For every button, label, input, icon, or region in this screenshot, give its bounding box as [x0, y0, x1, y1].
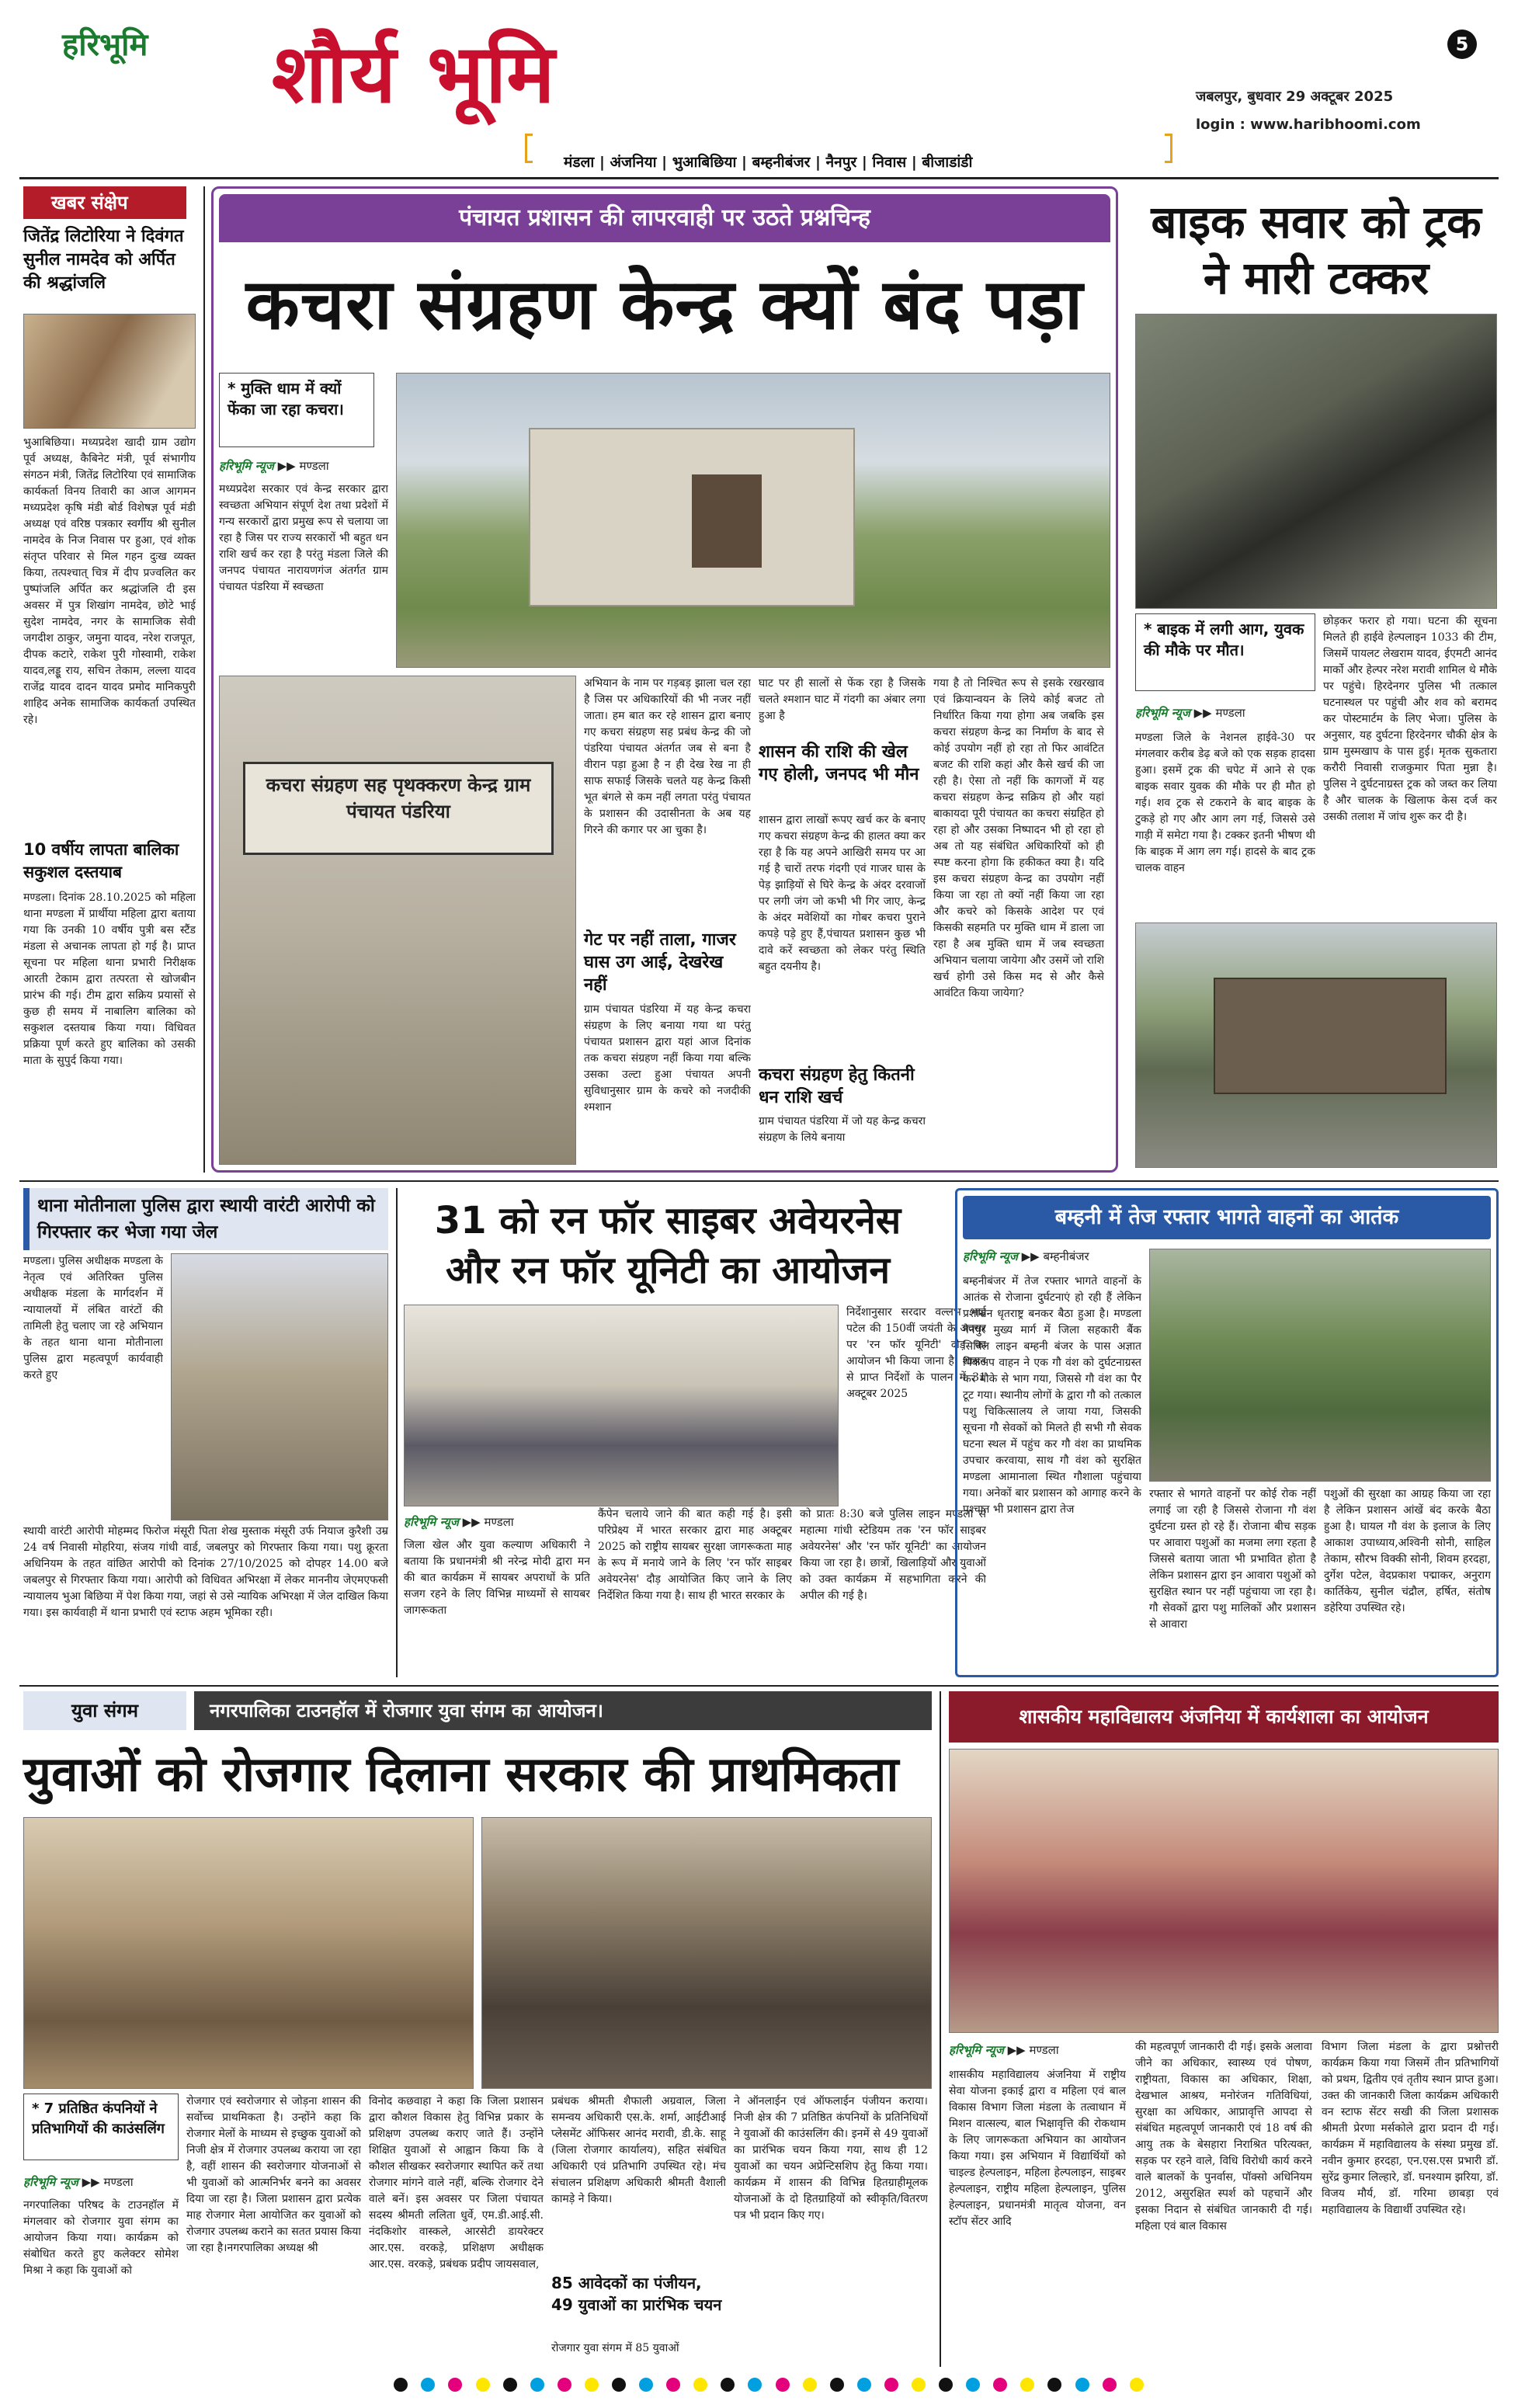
- reg-dot: [1020, 2378, 1034, 2392]
- youth-col1: नगरपालिका परिषद के टाउनहॉल में मंगलवार को रोजगार युवा संगम का आयोजन किया गया। कार्यक्रम को संबोधित करते हुए कलेक्टर सोमेश मिश्रा ने कहा कि युवाओं को: [23, 2199, 179, 2277]
- lead-headline: कचरा संग्रहण केन्द्र क्यों बंद पड़ा: [245, 264, 1084, 346]
- reg-dot: [912, 2378, 926, 2392]
- warrant-headline: थाना मोतीनाला पुलिस द्वारा स्थायी वारंटी आरोपी को गिरफ्तार कर भेजा गया जेल: [23, 1188, 388, 1250]
- byline-place: मण्डला: [299, 459, 329, 473]
- reg-dot: [966, 2378, 980, 2392]
- lead-byline: हरिभूमि न्यूज ▶▶ मण्डला: [219, 459, 329, 473]
- youth-kicker: नगरपालिका टाउनहॉल में रोजगार युवा संगम का आयोजन।: [194, 1691, 932, 1730]
- bike-headline: बाइक सवार को ट्रक ने मारी टक्कर: [1151, 196, 1482, 304]
- login-link[interactable]: login : www.haribhoomi.com: [1196, 116, 1421, 133]
- page-title: शौर्य भूमि: [272, 26, 557, 121]
- workshop-headline: शासकीय महाविद्यालय अंजनिया में कार्यशाला का आयोजन: [949, 1691, 1499, 1743]
- bracket-right: [1165, 134, 1172, 163]
- rule-2: [19, 1685, 1499, 1687]
- byline-place: मण्डला: [1029, 2043, 1059, 2057]
- run-headline: 31 को रन फॉर साइबर अवेयरनेस और रन फॉर यूनिटी का आयोजन: [434, 1199, 901, 1292]
- reg-dot: [1075, 2378, 1089, 2392]
- lead-col2: अभियान के नाम पर गड़बड़ झाला चल रहा है जिस पर अधिकारियों की भी नजर नहीं जाता। हम बात कर रहे शासन द्वारा बनाए गए कचरा संग्रहण सह प्रबंध केन्द्र की जो पंडरिया पंचायत अंतर्गत जब से बना है वीरान पड़ा हुआ है न ही देख रेख ना ही साफ सफाई जिसके चलते यह केन्द्र किसी भूत बंगले से कम नहीं लगता परंतु पंचायत के प्रशासन की उदासीनता के अब यह गिरने की कगार पर आ चुका है।: [584, 677, 751, 836]
- lead-col3c: ग्राम पंचायत पंडरिया में जो यह केन्द्र कचरा संग्रहण के लिये बनाया: [759, 1115, 926, 1144]
- building-window: [692, 474, 762, 568]
- youth-section-label: युवा संगम: [23, 1691, 186, 1730]
- byline-brand: हरिभूमि न्यूज: [219, 459, 274, 473]
- lead-photo-sign: [219, 676, 576, 1165]
- reg-dot: [585, 2378, 599, 2392]
- lead-sub2: शासन की राशि की खेल गए होली, जनपद भी मौन: [759, 742, 919, 784]
- reg-dot: [1047, 2378, 1061, 2392]
- vehicle-col1: बम्हनीबंजर में तेज रफ्तार भागते वाहनों के आतंक से रोजाना दुर्घटनाएं हो रही हैं लेकिन प्रशासन धृतराष्ट्र बनकर बैठा हुआ है। मण्डला नैनपुर मुख्य मार्ग में जिला सहकारी बैंक सिविल लाइन बम्हनी बंजर के पास अज्ञात पिकअप वाहन ने एक गौ वंश को दुर्घटनाग्रस्त कर मौके से भाग गया, जिससे गौ वंश का पैर टूट गया। स्थानीय लोगों के द्वारा गौ को तत्काल पशु चिकित्सालय ले जाया गया, जिसकी सूचना गौ सेवकों को मिलते ही सभी गौ सेवक घटना स्थल में पहुंच कर गौ वंश का प्राथमिक उपचार करवाया, साथ गौ वंश को सुरक्षित मण्डला आमानाला स्थित गौशाला पहुंचाया गया। अनेकों बार प्रशासन को आगाह करने के पश्चात भी प्रशासन द्वारा तेज: [963, 1275, 1141, 1516]
- youth-sub: 85 आवेदकों का पंजीयन, 49 युवाओं का प्रारंभिक चयन: [551, 2274, 722, 2314]
- youth-col5: ने ऑनलाईन एवं ऑफलाईन पंजीयन कराया। निजी क्षेत्र की 7 प्रतिष्ठित कंपनियों के प्रतिनिधियों ने युवाओं की काउंसलिंग की। इनमें से 49 युवाओं का प्रारंभिक चयन किया गया, साथ ही 12 युवाओं का चयन अप्रेन्टिसशिप हेतु किया गया। कार्यक्रम में शासन की विभिन्न हितग्राहीमूलक योजनाओं के दो हितग्राहियों को स्वीकृति/वितरण पत्र भी प्रदान किए गए।: [734, 2095, 928, 2222]
- news-brief-headline: जितेंद्र लिटोरिया ने दिवंगत सुनील नामदेव को अर्पित की श्रद्धांजलि: [23, 227, 184, 293]
- missing-girl-body: मण्डला। दिनांक 28.10.2025 को महिला थाना मण्डला में प्रार्थीया महिला द्वारा बताया गया कि उनकी 10 वर्षीय पुत्री बस स्टैंड मंडला से अचानक लापता हो गई है। प्राप्त सूचना पर महिला थाना प्रभारी निरीक्षक आरती टेकाम द्वारा तत्परता से खोजबीन प्रारंभ की गई। टीम द्वारा सक्रिय प्रयासों से कुछ ही समय में नाबालिग बालिका को सकुशल दस्तयाब किया गया। विधिवत प्रक्रिया पूर्ण करते हुए बालिका को उसकी माता के सुपुर्द किया गया।: [23, 891, 196, 1067]
- workshop-col3: विभाग जिला मंडला के द्वारा प्रश्नोत्तरी कार्यक्रम किया गया जिसमें तीन प्रतिभागियों को प्रथम, द्वितीय एवं तृतीय स्थान प्राप्त हुआ। उक्त की जानकारी जिला कार्यक्रम अधिकारी वन स्टाफ सेंटर सखी की जिला प्रशासक श्रीमती प्रेरणा मर्सकोले द्वारा प्रदान दी गई। कार्यक्रम में महाविद्यालय के संस्था प्रमुख डॉ. नवीन कुमार हरदहा, एन.एस.एस प्रभारी डॉ. सुरेंद्र कुमार लिल्हारे, डॉ. घनश्याम झरिया, डॉ. विजय मौर्य, डॉ. गरिमा छाबड़ा एवं महाविद्यालय के विद्यार्थी उपस्थित रहे।: [1322, 2041, 1499, 2216]
- byline-brand: हरिभूमि न्यूज: [963, 1249, 1018, 1263]
- byline-brand: हरिभूमि न्यूज: [23, 2175, 78, 2189]
- lead-intro: मध्यप्रदेश सरकार एवं केन्द्र सरकार द्वारा स्वच्छता अभियान संपूर्ण देश तथा प्रदेशों में गन्य सरकारों द्वारा प्रमुख रूप से चलाया जा रहा है जिस पर राज्य सरकारों भी बहुत धन राशि खर्च कर रहा है परंतु मंडला जिले की जनपद पंचायत नारायणगंज अंतर्गत ग्राम पंचायत पंडरिया में स्वच्छता: [219, 483, 388, 593]
- reg-dot: [939, 2378, 953, 2392]
- bike-byline: हरिभूमि न्यूज ▶▶ मण्डला: [1135, 706, 1245, 720]
- color-registration-strip: [148, 2378, 1390, 2396]
- bike-body2: छोड़कर फरार हो गया। घटना की सूचना मिलते ही हाईवे हेल्पलाइन 1033 की टीम, जिसमें पायलट लेखराम यादव, ईएमटी आनंद मार्को और हेल्पर नरेश मरावी शामिल थे मौके पर पहुंचे। हिरदेनगर पुलिस भी तत्काल घटनास्थल पर पहुंची और शव को बरामद कर पोस्टमार्टम के लिए भेजा। पुलिस के अनुसार, यह दुर्घटना हिरदेनगर चौकी क्षेत्र के ग्राम मुस्मखाप के पास हुई। मृतक सुकतारा करौरी निवासी राजकुमार पिता मुन्ना है। पुलिस ने दुर्घटनाग्रस्त ट्रक को जब्त कर लिया है और चालक के खिलाफ केस दर्ज कर उसकी तलाश में जांच शुरू कर दी है।: [1323, 615, 1497, 823]
- byline-place: बम्हनीबंजर: [1043, 1249, 1089, 1263]
- byline-brand: हरिभूमि न्यूज: [404, 1515, 459, 1529]
- district-strip: मंडला | अंजनिया | भुआबिछिया | बम्हनीबंजर | नैनपुर | निवास | बीजाडांडी: [564, 154, 973, 171]
- reg-dot: [1103, 2378, 1117, 2392]
- reg-dot: [857, 2378, 871, 2392]
- rule-1: [19, 1180, 1499, 1182]
- byline-place: मण्डला: [484, 1515, 514, 1529]
- missing-girl-headline: 10 वर्षीय लापता बालिका सकुशल दस्तयाब: [23, 840, 179, 881]
- truck-photo: [1135, 923, 1497, 1168]
- run-col1: जिला खेल और युवा कल्याण अधिकारी ने बताया कि प्रधानमंत्री श्री नरेन्द्र मोदी द्वारा मन की बात कार्यक्रम में सायबर अपराधों के प्रति सजग रहने के लिए विभिन्न माध्यमों से सायबर जागरूकता: [404, 1539, 590, 1617]
- workshop-photo: [949, 1749, 1499, 2033]
- youth-col4b: रोजगार युवा संगम में 85 युवाओं: [551, 2342, 679, 2354]
- dateline: जबलपुर, बुधवार 29 अक्टूबर 2025: [1196, 89, 1394, 105]
- youth-photo-stage: [23, 1817, 474, 2089]
- run-side: निर्देशानुसार सरदार वल्लभ भाई पटेल की 150वीं जयंती के अवसर पर 'रन फॉर यूनिटी' दौड़ का आयोजन भी किया जाना है। शासन से प्राप्त निर्देशों के पालन में 31 अक्टूबर 2025: [846, 1306, 986, 1400]
- bike-quote: * बाइक में लगी आग, युवक की मौके पर मौत।: [1135, 613, 1315, 691]
- reg-dot: [884, 2378, 898, 2392]
- warrant-body2: स्थायी वारंटी आरोपी मोहम्मद फिरोज मंसूरी पिता शेख मुस्ताक मंसूरी उर्फ नियाज कुरैशी उम्र 24 वर्ष निवासी मोहरिया, संजय गांधी वार्ड, जबलपुर को गिरफ्तार किया गया। पशु क्रूरता अधिनियम के तहत वांछित आरोपी को दिनांक 27/10/2025 को दोपहर 14.00 बजे जबलपुर से गिरफ्तार किया गया। आरोपी को विधिवत अभिरक्षा में लेकर माननीय जेएमएफसी न्यायालय भुआ बिछिया में पेश किया गया, जहां से उसे न्यायिक अभिरक्षा में जेल दाखिल किया गया। इस कार्यवाही में थाना प्रभारी एवं स्टाफ अहम भूमिका रही।: [23, 1525, 388, 1619]
- bracket-left: [525, 134, 533, 163]
- sign-board: कचरा संग्रहण सह पृथक्करण केन्द्र ग्राम पंचायत पंडरिया: [243, 762, 554, 855]
- reg-dot: [394, 2378, 408, 2392]
- run-byline: हरिभूमि न्यूज ▶▶ मण्डला: [404, 1515, 514, 1529]
- lead-col3: घाट पर ही सालों से फेंक रहा है जिसके चलते श्मशान घाट में गंदगी का अंबार लगा हुआ है: [759, 677, 926, 722]
- vehicle-byline: हरिभूमि न्यूज ▶▶ बम्हनीबंजर: [963, 1249, 1089, 1263]
- reg-dot: [448, 2378, 462, 2392]
- reg-dot: [721, 2378, 735, 2392]
- reg-dot: [776, 2378, 790, 2392]
- lead-col4: गया है तो निश्चित रूप से इसके रखरखाव एवं क्रियान्वयन के लिये कोई बजट तो निर्धारित किया गया होगा अब जबकि इस कचरा संग्रहण केन्द्र का निर्माण के बाद से कोई उपयोग नहीं हो रहा तो फिर आवंटित बजट की राशि कहां और कैसे खर्च की जा रही है। ऐसा तो नहीं कि कागजों में यह कचरा संग्रहण केन्द्र सक्रिय हो और यहां बाकायदा पूरी पंचायत का कचरा संग्रहित हो रहा हो और उसका निष्पादन भी हो रहा हो अब तो यह संबंधित अधिकारियों को ही स्पष्ट करना होगा कि हकीकत क्या है। यदि इस कचरा संग्रहण केन्द्र का उपयोग नहीं किया जा रहा तो क्यों नहीं किया जा रहा और कचरे को किसके आदेश पर एवं किसकी सहमति पर मुक्ति धाम में डाला जा रहा है अब मुक्ति धाम में जब स्वच्छता अभियान चलाया जायेगा और उसमें जो राशि खर्च होगी उसे किस मद से और कैसे आवंटित किया जायेगा?: [933, 677, 1104, 999]
- lead-photo-building: [396, 373, 1110, 668]
- byline-brand: हरिभूमि न्यूज: [949, 2043, 1004, 2057]
- youth-headline: युवाओं को रोजगार दिलाना सरकार की प्राथमिकता: [23, 1746, 899, 1802]
- truck-body: [1214, 978, 1447, 1094]
- workshop-byline: हरिभूमि न्यूज ▶▶ मण्डला: [949, 2043, 1059, 2057]
- byline-brand: हरिभूमि न्यूज: [1135, 706, 1190, 720]
- youth-col2: रोजगार एवं स्वरोजगार से जोड़ना शासन की सर्वोच्च प्राथमिकता है। उन्होंने कहा कि रोजगार मेलों के माध्यम से इच्छुक युवाओं को निजी क्षेत्र में रोजगार उपलब्ध कराया जा रहा है, वहीं शासन की स्वरोजगार योजनाओं से भी युवाओं को आत्मनिर्भर बनने का अवसर दिया जा रहा है। जिला प्रशासन द्वारा प्रत्येक माह रोजगार मेला आयोजित कर युवाओं को रोजगार उपलब्ध कराने का सतत प्रयास किया जा रहा है।नगरपालिका अध्यक्ष श्री: [186, 2095, 361, 2254]
- masthead-rule: [19, 177, 1499, 179]
- run-col2: कैंपेन चलाये जाने की बात कही गई है। इसी परिप्रेक्ष्य में भारत सरकार द्वारा माह अक्टूबर 2025 को राष्ट्रीय सायबर सुरक्षा जागरूकता माह के रूप में मनाये जाने के लिए 'रन फॉर साइबर अवेयरनेस' दौड़ आयोजित किए जाने के लिए निर्देशित किया गया है। साथ ही भारत सरकार के: [598, 1508, 792, 1602]
- lead-sub3: कचरा संग्रहण हेतु कितनी धन राशि खर्च: [759, 1065, 915, 1107]
- reg-dot: [421, 2378, 435, 2392]
- youth-photo-crowd: [481, 1817, 932, 2089]
- vehicle-headline: बम्हनी में तेज रफ्तार भागते वाहनों का आतंक: [963, 1196, 1491, 1239]
- reg-dot: [748, 2378, 762, 2392]
- vehicle-photo: [1149, 1249, 1491, 1482]
- workshop-col1: शासकीय महाविद्यालय अंजनिया में राष्ट्रीय सेवा योजना इकाई द्वारा व महिला एवं बाल विकास विभाग जिला मंडला के तत्वाधान में मिशन वात्सल्य, बाल भिक्षावृत्ति की रोकथाम के लिए जागरूकता अभियान का आयोजन किया गया। इस अभियान में विद्यार्थियों को चाइल्ड हेल्पलाइन, महिला हेल्पलाइन, साइबर हेल्पलाइन, राष्ट्रीय महिला हेल्पलाइन, पुलिस हेल्पलाइन, प्रधानमंत्री मातृत्व योजना, वन स्टॉप सेंटर आदि: [949, 2069, 1126, 2228]
- news-brief-body: भुआबिछिया। मध्यप्रदेश खादी ग्राम उद्योग पूर्व अध्यक्ष, कैबिनेट मंत्री, पूर्व संभागीय संगठन मंत्री, जितेंद्र लिटोरिया एवं सामाजिक कार्यकर्ता विनय तिवारी का आज आगमन मध्यप्रदेश कृषि मंडी बोर्ड विशेषज्ञ पूर्व मंडी अध्यक्ष एवं वरिष्ठ पत्रकार स्वर्गीय श्री सुनील नामदेव के निज निवास पर हुआ, एवं शोक संतृप्त परिवार से मिल गहन दुःख व्यक्त किया, तत्पश्चात् चित्र में दीप प्रज्वलित कर पुष्पांजलि अर्पित कर श्रद्धांजलि दी इस अवसर में पुत्र शिखांग नामदेव, छोटे भाई सुदेश नामदेव, नगर के सामाजिक सेवी जगदीश ठाकुर, जमुना यादव, नरेश राजपूत, दीपक कटारे, राकेश पुरी गोस्वामी, राकेश यादव,लड्डू राय, सचिन तेकाम, लल्ला यादव राजेंद्र यादव दादन यादव प्रमोद मानिकपुरी शाहिद अनेक सामाजिक कार्यकर्ता उपस्थित रहे।: [23, 436, 196, 726]
- youth-divider: [940, 1691, 941, 2367]
- youth-quote: * 7 प्रतिष्ठित कंपनियों ने प्रतिभागियों की काउंसलिंग: [23, 2094, 179, 2160]
- byline-place: मण्डला: [103, 2175, 134, 2189]
- reg-dot: [639, 2378, 653, 2392]
- youth-byline: हरिभूमि न्यूज ▶▶ मण्डला: [23, 2175, 134, 2189]
- lead-col2b: ग्राम पंचायत पंडरिया में यह केन्द्र कचरा संग्रहण के लिए बनाया गया था परंतु पंचायत प्रशासन द्वारा यहां आज दिनांक तक कचरा संग्रहण नहीं किया गया बल्कि उसका उल्टा हुआ पंचायत अपनी सुविधानुसार ग्राम के कचरे को नजदीकी श्मशान: [584, 1003, 751, 1114]
- reg-dot: [666, 2378, 680, 2392]
- lead-sub1: गेट पर नहीं ताला, गाजर घास उग आई, देखरेख नहीं: [584, 930, 736, 995]
- tribute-photo: [23, 314, 196, 429]
- news-brief-label: खबर संक्षेप: [23, 186, 186, 219]
- brand-logo: हरिभूमि: [62, 27, 148, 63]
- warrant-photo: [171, 1253, 388, 1520]
- warrant-divider: [396, 1188, 398, 1677]
- youth-col4: प्रबंधक श्रीमती शैफाली अग्रवाल, जिला समन्वय अधिकारी एस.के. शर्मा, आईटीआई प्लेसमेंट ऑफिसर आनंद मरावी, डी.के. साहू (जिला रोजगार कार्यालय), सहित संबंधित अधिकारी एवं प्रतिभागि उपस्थित रहे। मंच संचालन प्रशिक्षण अधिकारी श्रीमती वैशाली कामड़े ने किया।: [551, 2095, 726, 2205]
- reg-dot: [530, 2378, 544, 2392]
- warrant-body1: मण्डला। पुलिस अधीक्षक मण्डला के नेतृत्व एवं अतिरिक्त पुलिस अधीक्षक मंडला के मार्गदर्शन में न्यायालयों में लंबित वारंटों की तामिली हेतु चलाए जा रहे अभियान के तहत थाना थाना मोतीनाला पुलिस द्वारा महत्वपूर्ण कार्यवाही करते हुए: [23, 1255, 163, 1381]
- lead-kicker: पंचायत प्रशासन की लापरवाही पर उठते प्रश्नचिन्ह: [219, 194, 1110, 242]
- byline-place: मण्डला: [1215, 706, 1245, 720]
- vehicle-col2: रफ्तार से भागते वाहनों पर कोई रोक नहीं लगाई जा रही है जिससे रोजाना गौ वंश दुर्घटना ग्रस्त हो रहे हैं। रोजाना बीच सड़क पर आवारा पशुओं का मजमा लगा रहता है जिससे बताया जाता भी प्रभावित होता है लेकिन प्रशासन द्वारा इन आवारा पशुओं को सुरक्षित स्थान पर नहीं पहुंचाया जा रहा है। गौ सेवकों द्वारा पशु मालिकों और प्रशासन से आवारा: [1149, 1488, 1316, 1631]
- reg-dot: [1130, 2378, 1144, 2392]
- left-col-divider: [203, 186, 205, 1173]
- bike-photo: [1135, 314, 1497, 609]
- lead-quote: * मुक्ति धाम में क्यों फेंका जा रहा कचरा।: [219, 373, 374, 447]
- reg-dot: [693, 2378, 707, 2392]
- reg-dot: [803, 2378, 817, 2392]
- reg-dot: [476, 2378, 490, 2392]
- reg-dot: [612, 2378, 626, 2392]
- reg-dot: [503, 2378, 517, 2392]
- youth-col3: विनोद कछवाहा ने कहा कि जिला प्रशासन द्वारा कौशल विकास हेतु विभिन्न प्रकार के प्रशिक्षण उपलब्ध कराए जाते हैं। उन्होंने शिक्षित युवाओं से आह्वान किया कि वे कौशल सीखकर स्वरोजगार स्थापित करें तथा रोजगार मांगने वाले नहीं, बल्कि रोजगार देने वाले बनें। इस अवसर पर जिला पंचायत सदस्य श्रीमती ललिता धुर्वे, एम.डी.आई.सी. नंदकिशोर वास्कले, आरसेटी डायरेक्टर आर.एस. वरकड़े, प्रशिक्षण अधीक्षक आर.एस. वरकड़े, प्रबंधक प्रदीप जायसवाल,: [369, 2095, 544, 2271]
- run-photo: [404, 1305, 839, 1506]
- reg-dot: [993, 2378, 1007, 2392]
- page-number: 5: [1447, 30, 1477, 59]
- bike-body1: मण्डला जिले के नेशनल हाईवे-30 पर मंगलवार करीब डेढ़ बजे को एक सड़क हादसा हुआ। इसमें ट्रक की चपेट में आने से एक बाइक सवार युवक की मौके पर ही मौत हो गई। शव ट्रक से टकराने के बाद बाइक के टुकड़े हो गए और आग लग गई, जिससे उसे गाड़ी में समेटा गया है। टक्कर इतनी भीषण थी कि बाइक में आग लग गई। हादसे के बाद ट्रक चालक वाहन: [1135, 731, 1315, 874]
- run-col3: को प्रातः 8:30 बजे पुलिस लाइन मण्डला से महात्मा गांधी स्टेडियम तक 'रन फॉर साइबर अवेयरनेस' और 'रन फॉर यूनिटी' का आयोजन किया जा रहा है। छात्रों, खिलाड़ियों और युवाओं को उक्त कार्यक्रम में सहभागिता करने की अपील की गई है।: [800, 1508, 986, 1602]
- vehicle-col3: पशुओं की सुरक्षा का आग्रह किया जा रहा है लेकिन प्रशासन आंखें बंद करके बैठा हुआ है। घायल गौ वंश के इलाज के लिए आकाश उपाध्याय,अश्विनी सोनी, साहिल तेकाम, सौरभ विक्की सोनी, शिवम हरदहा, दुर्गेश पटेल, वेदप्रकाश पद्माकर, अनुराग कार्तिकेय, सुनील चंद्रौल, हर्षित, संतोष डहेरिया उपस्थित रहे।: [1324, 1488, 1491, 1614]
- workshop-col2: की महत्वपूर्ण जानकारी दी गई। इसके अलावा जीने का अधिकार, स्वास्थ्य एवं पोषण, राष्ट्रीयता, विकास का अधिकार, शिक्षा, देखभाल आश्रय, मनोरंजन गतिविधियां, सुरक्षा का अधिकार, आप्रावृत्ति आपदा से संबंधित महत्वपूर्ण जानकारी एवं 18 वर्ष की आयु तक के बेसहारा निराश्रित परित्यक्त, सड़क पर रहने वाले, विधि विरोधी कार्य करने वाले बालकों के पुनर्वास, पॉक्सो अधिनियम 2012, असुरक्षित स्पर्श को पहचानें और इसका निदान से संबंधित जानकारी दी गई। महिला एवं बाल विकास: [1135, 2041, 1312, 2233]
- reg-dot: [558, 2378, 571, 2392]
- lead-col3b: शासन द्वारा लाखों रूपए खर्च कर के बनाए गए कचरा संग्रहण केन्द्र की हालत क्या कर रहा है कि यह अपने आखिरी समय पर आ गई है चारों तरफ गंदगी एवं गाजर घास के पेड़ झाड़ियों से घिरे केन्द्र के अंदर दरवाजों पर लगी जंग जो कभी भी गिर जाए, केन्द्र के अंदर मवेशियों का गोबर कचरा पुराने कपड़े पड़े हुए हैं,पंचायत प्रशासन कुछ भी दावे करें स्वच्छता को लेकर परंतु स्थिति बहुत दयनीय है।: [759, 814, 926, 973]
- reg-dot: [830, 2378, 844, 2392]
